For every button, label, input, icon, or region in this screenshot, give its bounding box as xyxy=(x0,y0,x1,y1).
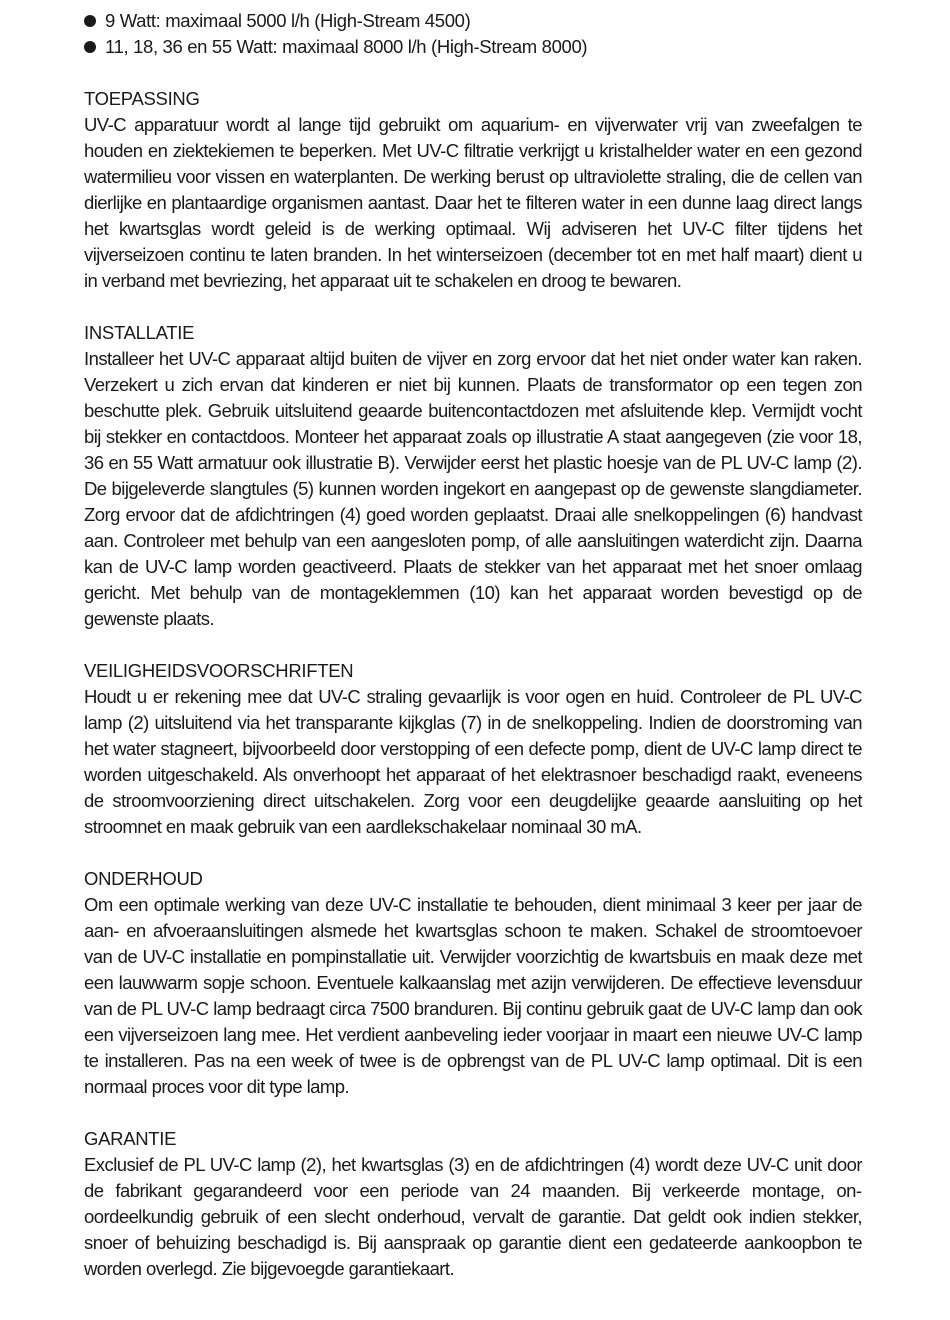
list-item xyxy=(84,34,862,60)
list-item-text: 9 Watt: maximaal 5000 l/h (High-Stream 4500) xyxy=(105,10,471,31)
section-veiligheidsvoorschriften xyxy=(84,658,862,840)
section-paragraph: Om een optimale werking van deze UV-C installatie te behouden, dient minimaal 3 keer per jaar de aan- en afvoeraansluitingen alsmede het kwartsglas schoon te maken. Schakel de stroomtoevoer van de UV-C installatie en pompinstallatie uit. Verwijder voorzichtig de kwartsbuis en maak deze met een lauwwarm sopje schoon. Eventuele kalkaanslag met azijn verwijderen. De effectieve levensduur van de PL UV-C lamp bedraagt circa 7500 branduren. Bij continu gebruik gaat de UV-C lamp dan ook een vijverseizoen lang mee. Het verdient aanbeveling ieder voorjaar in maart een nieuwe UV-C lamp te installeren. Pas na een week of twee is de opbrengst van de PL UV-C lamp optimaal. Dit is een normaal proces voor dit type lamp. xyxy=(84,894,862,1097)
section-paragraph: Exclusief de PL UV-C lamp (2), het kwartsglas (3) en de afdichtringen (4) wordt deze UV-C unit door de fabrikant gegarandeerd voor een periode van 24 maanden. Bij verkeerde montage, onoordeelkundig gebruik of een slecht onderhoud, vervalt de garantie. Dat geldt ook indien stekker, snoer of behuizing beschadigd is. Bij aanspraak op garantie dient een gedateerde aankoopbon te worden overlegd. Zie bijgevoegde garantiekaart. xyxy=(84,1154,862,1279)
section-installatie xyxy=(84,320,862,632)
list-item-text: 11, 18, 36 en 55 Watt: maximaal 8000 l/h (High-Stream 8000) xyxy=(105,36,588,57)
section-paragraph: UV-C apparatuur wordt al lange tijd gebruikt om aquarium- en vijverwater vrij van zweefalgen te houden en ziektekiemen te beperken. Met UV-C filtratie verkrijgt u kristalhelder water en een gezond watermilieu voor vissen en waterplanten. De werking berust op ultraviolette straling, die de cellen van dierlijke en plantaardige organismen aantast. Daar het te filteren water in een dunne laag direct langs het kwartsglas wordt geleid is de werking optimaal. Wij adviseren het UV-C filter tijdens het vijverseizoen continu te laten branden. In het winterseizoen (december tot en met half maart) dient u in verband met bevriezing, het apparaat uit te schakelen en droog te bewaren. xyxy=(84,114,862,291)
section-heading: VEILIGHEIDSVOORSCHRIFTEN xyxy=(84,660,354,681)
section-toepassing xyxy=(84,86,862,294)
bullet-icon xyxy=(84,15,96,27)
flow-rate-list xyxy=(84,8,862,60)
list-item xyxy=(84,8,862,34)
bullet-icon xyxy=(84,41,96,53)
document-page xyxy=(84,8,862,1282)
section-onderhoud xyxy=(84,866,862,1100)
section-paragraph: Houdt u er rekening mee dat UV-C straling gevaarlijk is voor ogen en huid. Controleer de PL UV-C lamp (2) uitsluitend via het transparante kijkglas (7) in de snelkoppeling. Indien de doorstroming van het water stagneert, bijvoorbeeld door verstopping of een defecte pomp, dient de UV-C lamp direct te worden uitgeschakeld. Als onverhoopt het apparaat of het elektrasnoer beschadigd raakt, eveneens de stroomvoorziening direct uitschakelen. Zorg voor een deugdelijke geaarde aansluiting op het stroomnet en maak gebruik van een aardlekschakelaar nominaal 30 mA. xyxy=(84,686,862,837)
section-heading: TOEPASSING xyxy=(84,88,200,109)
section-heading: ONDERHOUD xyxy=(84,868,203,889)
section-heading: GARANTIE xyxy=(84,1128,177,1149)
section-paragraph: Installeer het UV-C apparaat altijd buiten de vijver en zorg ervoor dat het niet onder water kan raken. Verzekert u zich ervan dat kinderen er niet bij kunnen. Plaats de transformator op een tegen zon beschutte plek. Gebruik uitsluitend geaarde buitencontactdozen met afsluitende klep. Vermijdt vocht bij stekker en contactdoos. Monteer het apparaat zoals op illustratie A staat aangegeven (zie voor 18, 36 en 55 Watt armatuur ook illustratie B). Verwijder eerst het plastic hoesje van de PL UV-C lamp (2). De bijgeleverde slangtules (5) kunnen worden ingekort en aangepast op de gewenste slangdiameter. Zorg ervoor dat de afdichtringen (4) goed worden geplaatst. Draai alle snelkoppelingen (6) handvast aan. Controleer met behulp van een aangesloten pomp, of alle aansluitingen waterdicht zijn. Daarna kan de UV-C lamp worden geactiveerd. Plaats de stekker van het apparaat met het snoer omlaag gericht. Met behulp van de montageklemmen (10) kan het apparaat worden bevestigd op de gewenste plaats. xyxy=(84,348,862,629)
section-heading: INSTALLATIE xyxy=(84,322,195,343)
section-garantie xyxy=(84,1126,862,1282)
